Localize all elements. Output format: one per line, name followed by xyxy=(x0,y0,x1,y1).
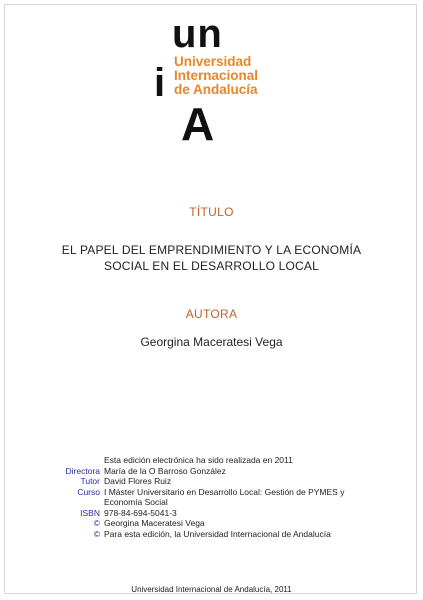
logo-name-line: Internacional xyxy=(174,68,259,83)
logo-mark-a: A xyxy=(181,98,215,150)
logo-university-name xyxy=(174,55,258,97)
meta-label: Directora xyxy=(65,465,100,476)
author-heading: AUTORA xyxy=(185,307,238,321)
meta-row-copyright-edition xyxy=(0,529,423,540)
meta-row-copyright-author xyxy=(0,518,423,529)
edition-metadata xyxy=(0,455,423,539)
meta-value: Para esta edición, la Universidad Internacional de Andalucía xyxy=(104,528,331,539)
meta-row-director xyxy=(0,466,423,477)
meta-row-tutor xyxy=(0,476,423,487)
meta-value: David Flores Ruiz xyxy=(104,476,172,486)
meta-label: Curso xyxy=(77,486,100,497)
university-logo xyxy=(0,0,423,150)
edition-note-row xyxy=(0,455,423,466)
meta-label: © xyxy=(93,528,100,539)
meta-row-isbn xyxy=(0,508,423,519)
document-title xyxy=(0,242,423,274)
meta-label: ISBN xyxy=(80,507,100,518)
meta-value: I Máster Universitario en Desarrollo Local: Gestión de PYMES y Economía Social xyxy=(104,486,345,507)
document-title-line: SOCIAL EN EL DESARROLLO LOCAL xyxy=(104,259,319,273)
logo-name-line: de Andalucía xyxy=(174,82,258,97)
page-footer: Universidad Internacional de Andalucía, 2011 xyxy=(131,585,292,594)
logo-mark-i: i xyxy=(154,61,166,105)
meta-row-course xyxy=(0,487,423,508)
logo-mark-un: un xyxy=(172,12,223,56)
meta-value: Georgina Maceratesi Vega xyxy=(104,518,205,528)
document-title-line: EL PAPEL DEL EMPRENDIMIENTO Y LA ECONOMÍA xyxy=(61,243,362,257)
edition-note: Esta edición electrónica ha sido realizada en 2011 xyxy=(104,455,293,465)
meta-value: 978-84-694-5041-3 xyxy=(104,507,177,518)
author-name: Georgina Maceratesi Vega xyxy=(140,335,283,349)
logo-name-line: Universidad xyxy=(174,54,252,69)
meta-value: María de la O Barroso González xyxy=(104,465,226,476)
meta-label: Tutor xyxy=(80,476,100,486)
meta-label: © xyxy=(93,518,100,528)
title-heading: TÍTULO xyxy=(189,205,234,219)
